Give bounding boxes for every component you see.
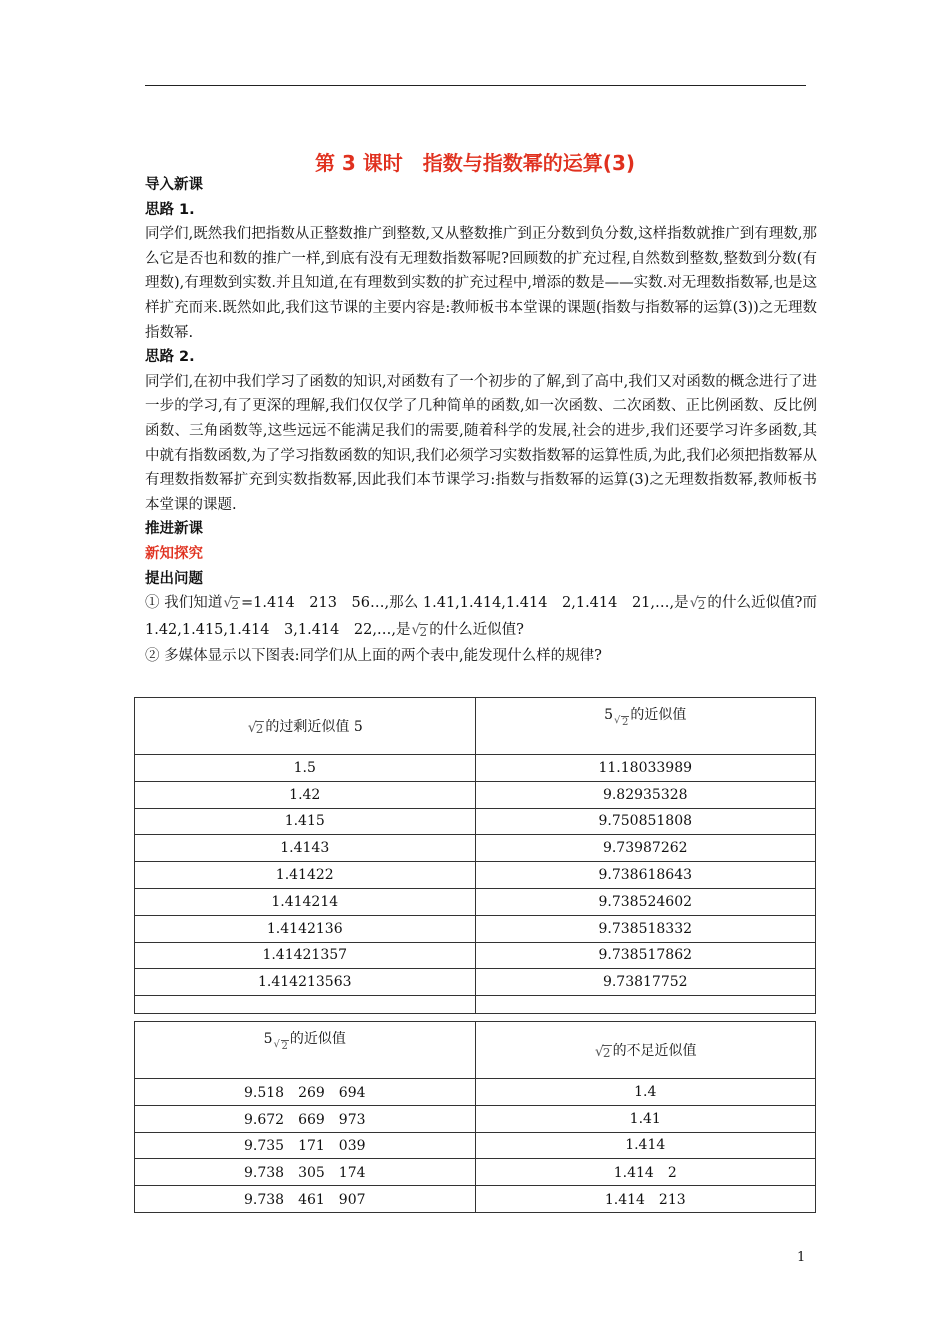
question-heading: 提出问题: [145, 570, 203, 587]
table-cell: 9.738517862: [475, 942, 816, 969]
sqrt-2-symbol: [223, 593, 240, 618]
radicand: 2: [622, 717, 629, 728]
radical-sign-icon: √: [273, 1039, 280, 1050]
header-rule: [145, 85, 806, 86]
page-number: 1: [797, 1250, 806, 1265]
table-cell: 1.41421357: [135, 942, 476, 969]
radical-sign-icon: √: [247, 720, 257, 736]
table-cell: [475, 996, 816, 1014]
table-row: [135, 781, 816, 808]
table-cell: 1.414214: [135, 888, 476, 915]
radicand: 2: [231, 598, 240, 613]
table-cell: 1.41422: [135, 862, 476, 889]
document-body: [145, 173, 817, 669]
idea2-heading: 思路 2.: [145, 349, 195, 366]
radicand: 2: [419, 624, 428, 639]
table-cell: 1.414 2: [475, 1159, 816, 1186]
table-row: [135, 942, 816, 969]
radical-sign-icon: √: [594, 1044, 604, 1060]
table-cell: 11.18033989: [475, 755, 816, 782]
table-cell: 1.414: [475, 1132, 816, 1159]
table-cell: 1.415: [135, 808, 476, 835]
table-header-cell: [475, 698, 816, 755]
table-cell: 9.73987262: [475, 835, 816, 862]
radical-sign-icon: √: [223, 595, 233, 612]
power-base: 5: [263, 1031, 273, 1047]
table-row: [135, 1105, 816, 1132]
question-1-part-c: 的什么近似值?而 1.42,1.415,1.414 3,1.414 22,…,是: [145, 595, 817, 638]
radical-sign-icon: √: [689, 595, 699, 612]
table-cell: 1.414 213: [475, 1186, 816, 1213]
radical-sign-icon: √: [614, 715, 621, 726]
table-row: [135, 1132, 816, 1159]
header-text: 的近似值: [289, 1031, 346, 1047]
table-cell: 9.750851808: [475, 808, 816, 835]
table-row: [135, 755, 816, 782]
table-header-cell: [475, 1022, 816, 1079]
table-row: [135, 969, 816, 996]
table-cell: 9.672 669 973: [135, 1105, 476, 1132]
advance-heading: 推进新课: [145, 521, 203, 538]
overestimate-table: [134, 697, 816, 1014]
table-row: [135, 1079, 816, 1106]
table-row: [135, 808, 816, 835]
table-row: [135, 888, 816, 915]
radicand: 2: [255, 722, 264, 736]
header-text: 的不足近似值: [612, 1043, 697, 1059]
question-1: [145, 591, 817, 644]
table-cell: 9.738 305 174: [135, 1159, 476, 1186]
table-cell: 9.738518332: [475, 915, 816, 942]
sqrt-2-symbol: [412, 620, 429, 645]
idea1-paragraph: 同学们,既然我们把指数从正整数推广到整数,又从整数推广到正分数到负分数,这样指数就推广到有理数,那么它是否也和数的推广一样,到底有没有无理数指数幂呢?回顾数的扩充过程,自然数到整数,整数到分数(有理数),有理数到实数.并且知道,在有理数到实数的扩充过程中,增添的数是——实数.对无理数指数幂,也是这样扩充而来.既然如此,我们这节课的主要内容是:教师板书本堂课的课题(指数与指数幂的运算(3))之无理数指数幂.: [145, 226, 817, 341]
sqrt-2-symbol: [690, 593, 707, 618]
question-1-part-a: ① 我们知道: [145, 595, 223, 612]
question-2: ② 多媒体显示以下图表:同学们从上面的两个表中,能发现什么样的规律?: [145, 648, 602, 665]
table-header-row: [135, 698, 816, 755]
sqrt-2-symbol: [595, 1046, 612, 1060]
table-cell: 9.735 171 039: [135, 1132, 476, 1159]
table-cell: 1.4142136: [135, 915, 476, 942]
sqrt-2-exponent: [274, 1041, 289, 1052]
table-row: [135, 1159, 816, 1186]
radicand: 2: [281, 1041, 288, 1052]
table-header-row: [135, 1022, 816, 1079]
question-1-part-b: =1.414 213 56…,那么 1.41,1.414,1.414 2,1.414 21,…,是: [241, 595, 689, 612]
table-header-cell: [135, 698, 476, 755]
table-cell: 9.518 269 694: [135, 1079, 476, 1106]
radicand: 2: [602, 1046, 611, 1060]
table-cell: 1.4143: [135, 835, 476, 862]
table-cell: 1.5: [135, 755, 476, 782]
power-base: 5: [604, 707, 614, 723]
sqrt-2-exponent: [614, 717, 629, 728]
page-title: 第 3 课时 指数与指数幂的运算(3): [314, 151, 636, 175]
table-cell: 9.738524602: [475, 888, 816, 915]
table-cell: 1.414213563: [135, 969, 476, 996]
idea1-heading: 思路 1.: [145, 201, 195, 218]
table-body: [135, 1079, 816, 1213]
intro-heading: 导入新课: [145, 177, 203, 193]
header-text: 的过剩近似值 5: [265, 719, 363, 735]
table-row: [135, 835, 816, 862]
radicand: 2: [697, 598, 706, 613]
table-cell: 9.82935328: [475, 781, 816, 808]
table-cell: 1.42: [135, 781, 476, 808]
radical-sign-icon: √: [411, 621, 421, 638]
table-row: [135, 1186, 816, 1213]
sqrt-2-symbol: [248, 722, 265, 736]
table-cell: 1.41: [475, 1105, 816, 1132]
table-cell: 9.738 461 907: [135, 1186, 476, 1213]
header-text: 的近似值: [630, 707, 687, 723]
table-header-cell: [135, 1022, 476, 1079]
table-row: [135, 996, 816, 1014]
table-cell: 9.738618643: [475, 862, 816, 889]
table-cell: 1.4: [475, 1079, 816, 1106]
underestimate-table: [134, 1021, 816, 1213]
explore-heading: 新知探究: [145, 545, 203, 562]
table-cell: 9.73817752: [475, 969, 816, 996]
question-1-part-d: 的什么近似值?: [429, 621, 524, 638]
table-row: [135, 862, 816, 889]
idea2-paragraph: 同学们,在初中我们学习了函数的知识,对函数有了一个初步的了解,到了高中,我们又对函数的概念进行了进一步的学习,有了更深的理解,我们仅仅学了几种简单的函数,如一次函数、二次函数、正比例函数、反比例函数、三角函数等,这些远远不能满足我们的需要,随着科学的发展,社会的进步,我们还要学习许多函数,其中就有指数函数,为了学习指数函数的知识,我们必须学习实数指数幂的运算性质,为此,我们必须把指数幂从有理数指数幂扩充到实数指数幂,因此我们本节课学习:指数与指数幂的运算(3)之无理数指数幂,教师板书本堂课的课题.: [145, 373, 817, 513]
table-cell: [135, 996, 476, 1014]
table-row: [135, 915, 816, 942]
table-body: [135, 755, 816, 1014]
